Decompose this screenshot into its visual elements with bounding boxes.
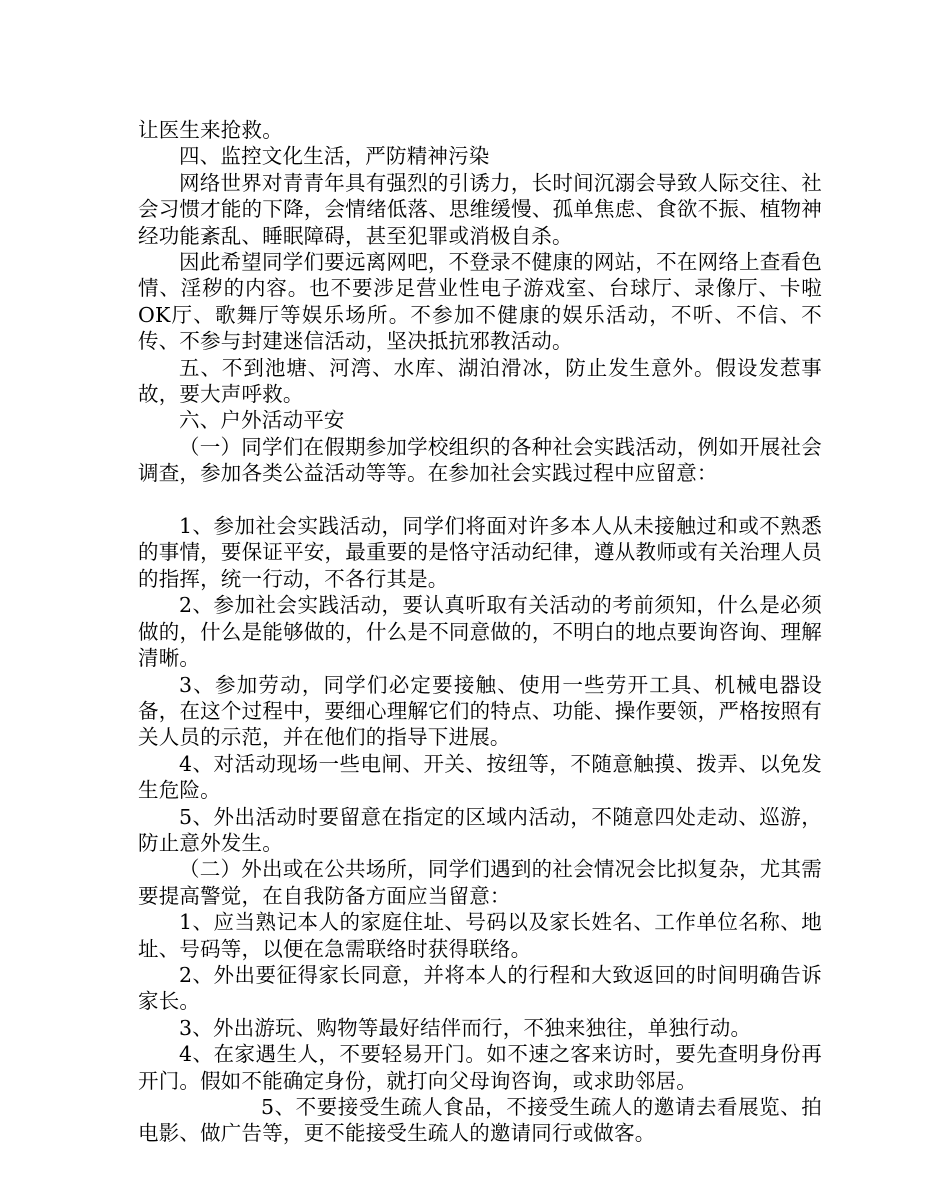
list-item-1-2: 2、参加社会实践活动，要认真听取有关活动的考前须知，什么是必须做的，什么是能够做的，什么是不同意做的，不明白的地点要询咨询、理解清晰。 xyxy=(138,593,822,671)
subsection-2-intro: （二）外出或在公共场所，同学们遇到的社会情况会比拟复杂，尤其需要提高警觉，在自我防备方面应当留意： xyxy=(138,857,822,908)
paragraph-avoid-venues: 因此希望同学们要远离网吧，不登录不健康的网站，不在网络上查看色情、淫秽的内容。也不要涉足营业性电子游戏室、台球厅、录像厅、卡啦OK厅、歌舞厅等娱乐场所。不参加不健康的娱乐活动，不听、不信、不传、不参与封建迷信活动，坚决抵抗邪教活动。 xyxy=(138,250,822,354)
paragraph-internet-risk: 网络世界对青青年具有强烈的引诱力，长时间沉溺会导致人际交往、社会习惯才能的下降，会情绪低落、思维缓慢、孤单焦虑、食欲不振、植物神经功能紊乱、睡眠障碍，甚至犯罪或消极自杀。 xyxy=(138,170,822,248)
list-item-1-1: 1、参加社会实践活动，同学们将面对许多本人从未接触过和或不熟悉的事情，要保证平安，最重要的是恪守活动纪律，遵从教师或有关治理人员的指挥，统一行动，不各行其是。 xyxy=(138,514,822,591)
section-heading-4: 四、监控文化生活，严防精神污染 xyxy=(179,144,490,169)
subsection-1-intro: （一）同学们在假期参加学校组织的各种社会实践活动，例如开展社会调查，参加各类公益活动等等。在参加社会实践过程中应留意： xyxy=(138,434,822,486)
list-item-2-3: 3、外出游玩、购物等最好结伴而行，不独来独往，单独行动。 xyxy=(179,1015,752,1040)
list-item-1-4: 4、对活动现场一些电闸、开关、按纽等，不随意触摸、拨弄、以免发生危险。 xyxy=(138,751,822,803)
section-heading-6: 六、户外活动平安 xyxy=(179,408,345,433)
list-item-1-3: 3、参加劳动，同学们必定要接触、使用一些劳开工具、机械电器设备，在这个过程中，要细心理解它们的特点、功能、操作要领，严格按照有关人员的示范，并在他们的指导下进展。 xyxy=(138,672,822,750)
document-body xyxy=(138,117,822,1147)
paragraph-continuation: 让医生来抢救。 xyxy=(138,118,283,142)
list-item-2-2: 2、外出要征得家长同意，并将本人的行程和大致返回的时间明确告诉家长。 xyxy=(138,962,822,1014)
list-item-2-5: 5、不要接受生疏人食品，不接受生疏人的邀请去看展览、拍电影、做广告等，更不能接受生疏人的邀请同行或做客。 xyxy=(138,1095,822,1146)
list-item-1-5: 5、外出活动时要留意在指定的区域内活动，不随意四处走动、巡游，防止意外发生。 xyxy=(138,804,822,855)
list-item-2-4: 4、在家遇生人，不要轻易开门。如不速之客来访时，要先查明身份再开门。假如不能确定身份，就打向父母询咨询，或求助邻居。 xyxy=(138,1042,822,1093)
section-heading-5: 五、不到池塘、河湾、水库、湖泊滑冰，防止发生意外。假设发惹事故，要大声呼救。 xyxy=(138,355,822,407)
list-item-2-1: 1、应当熟记本人的家庭住址、号码以及家长姓名、工作单位名称、地址、号码等，以便在急需联络时获得联络。 xyxy=(138,910,822,961)
